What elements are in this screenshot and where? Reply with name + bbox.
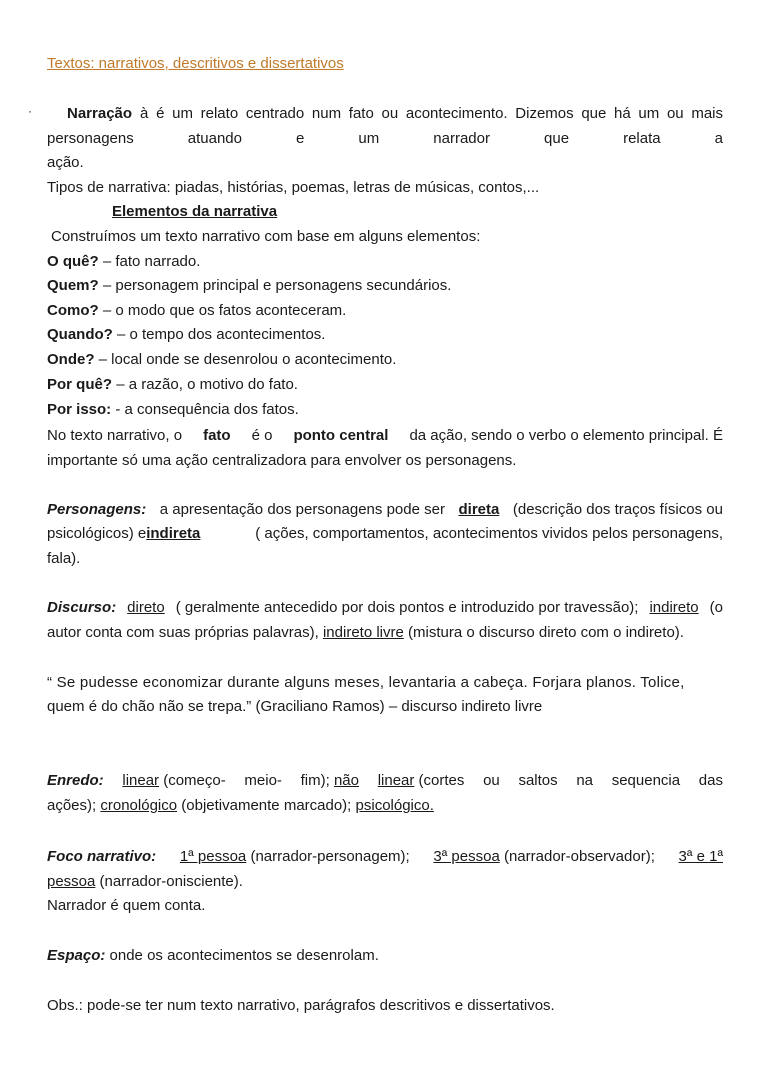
personagens-line-2 [47, 524, 723, 544]
enredo-text: na [576, 772, 594, 789]
discurso-line-1 [47, 598, 723, 618]
psicologico-term: psicológico. [355, 797, 434, 814]
direto-term: direto [127, 599, 165, 616]
cronologico-term: cronológico [100, 797, 178, 814]
narracao-word: personagens [47, 130, 134, 147]
narracao-word: narrador [433, 130, 490, 147]
enredo-text: das [698, 772, 723, 789]
element-row [47, 400, 723, 420]
element-answer: – personagem principal e personagens secundários. [102, 277, 452, 294]
primeira-pessoa-term: 1ª pessoa [179, 848, 247, 865]
elementos-heading [47, 202, 768, 222]
discurso-text: (mistura o discurso direto com o indireto). [408, 624, 684, 641]
construimos-line: Construímos um texto narrativo com base em alguns elementos: [51, 228, 481, 245]
foco-line-1 [47, 847, 723, 867]
terceira-pessoa-term: 3ª pessoa [433, 848, 500, 865]
narracao-intro [67, 104, 132, 124]
element-row [47, 301, 723, 321]
foco-text: 3ª pessoa (narrador-observador); [433, 848, 655, 865]
indireto-livre-term: indireto livre [322, 624, 404, 641]
personagens-text: (descrição dos traços físicos ou [512, 501, 723, 518]
document-title [47, 54, 723, 74]
element-answer: – o tempo dos acontecimentos. [117, 326, 326, 343]
terceira-primeira-term: 3ª e 1ª [678, 848, 723, 865]
discurso-text: (o [709, 599, 723, 616]
fato-line-2: importante só uma ação centralizadora para envolver os personagens. [47, 452, 517, 469]
enredo-line-1 [47, 771, 723, 791]
obs-line: Obs.: pode-se ter num texto narrativo, parágrafos descritivos e dissertativos. [47, 997, 555, 1014]
narracao-rest: à é um relato centrado num fato ou acontecimento. Dizemos que há um ou mais [140, 105, 723, 122]
enredo-text: ações); [47, 797, 97, 814]
enredo-text: linear (cortes [377, 772, 465, 789]
narracao-term: Narração [67, 105, 133, 122]
fato-term: fato [203, 427, 231, 444]
personagens-text: a apresentação dos personagens pode ser [159, 501, 445, 518]
personagens-line-3: fala). [47, 550, 81, 567]
ponto-central-term: ponto central [293, 427, 389, 444]
narracao-word: a [714, 130, 723, 147]
enredo-text: meio- [244, 772, 282, 789]
element-question: Quando? [47, 326, 113, 343]
pessoa-term: pessoa [47, 873, 96, 890]
espaco-label: Espaço: [47, 947, 106, 964]
enredo-text: sequencia [611, 772, 681, 789]
narracao-word: e [296, 130, 305, 147]
enredo-text: (objetivamente marcado); [181, 797, 352, 814]
enredo-text: fim); não [300, 772, 359, 789]
foco-label: Foco narrativo: [47, 848, 157, 865]
title-link[interactable]: Textos: narrativos, descritivos e dissertativos [47, 55, 344, 72]
element-answer: - a consequência dos fatos. [115, 401, 299, 418]
narracao-word: que [544, 130, 570, 147]
fato-text: da ação, sendo o verbo o elemento principal. É [409, 427, 723, 444]
narracao-word: um [358, 130, 380, 147]
foco-line-2 [47, 872, 723, 892]
fato-text: No texto narrativo, o [47, 427, 183, 444]
discurso-text: autor conta com suas próprias palavras), [47, 624, 319, 641]
element-row [47, 276, 723, 296]
foco-line-3: Narrador é quem conta. [47, 897, 206, 914]
linear-term-2: linear [377, 772, 415, 789]
personagens-text: ( ações, comportamentos, acontecimentos vividos pelos personagens, [255, 525, 723, 542]
indireta-term: indireta [146, 525, 201, 542]
narracao-word: relata [623, 130, 661, 147]
element-answer: – local onde se desenrolou o acontecimento. [98, 351, 397, 368]
personagens-line-1 [47, 500, 723, 520]
enredo-line-2 [47, 796, 723, 816]
enredo-label: Enredo: [47, 772, 104, 789]
element-row [47, 325, 723, 345]
element-question: Como? [47, 302, 99, 319]
enredo-text: saltos [518, 772, 558, 789]
narracao-line-2 [47, 129, 723, 149]
elementos-heading-text: Elementos da narrativa [112, 203, 278, 220]
discurso-text: ( geralmente antecedido por dois pontos e introduzido por travessão); [175, 599, 639, 616]
foco-text: 1ª pessoa (narrador-personagem); [179, 848, 410, 865]
element-row [47, 350, 723, 370]
element-question: Onde? [47, 351, 95, 368]
nao-term: não [333, 772, 359, 789]
indireto-term: indireto [649, 599, 699, 616]
espaco-line [47, 946, 723, 966]
discurso-line-2 [47, 623, 723, 643]
linear-term: linear [122, 772, 160, 789]
narracao-line-3: ação. [47, 154, 84, 171]
fato-line-1 [47, 426, 723, 446]
enredo-text: ou [483, 772, 500, 789]
element-row [47, 375, 723, 395]
personagens-label: Personagens: [47, 501, 147, 518]
quote-line-2: quem é do chão não se trepa.” (Graciliano Ramos) – discurso indireto livre [47, 698, 543, 715]
bullet-mark: · [28, 104, 32, 118]
foco-text: (narrador-onisciente). [99, 873, 243, 890]
narracao-word: atuando [187, 130, 242, 147]
element-answer: – o modo que os fatos aconteceram. [102, 302, 347, 319]
element-row [47, 252, 723, 272]
tipos-line: Tipos de narrativa: piadas, histórias, poemas, letras de músicas, contos,... [47, 179, 540, 196]
fato-text: é o [251, 427, 273, 444]
narracao-line-1 [47, 104, 723, 124]
element-answer: – fato narrado. [102, 253, 201, 270]
discurso-label: Discurso: [47, 599, 117, 616]
direta-term: direta [458, 501, 500, 518]
element-question: Por isso: [47, 401, 112, 418]
enredo-text: linear (começo- [122, 772, 226, 789]
personagens-text: psicológicos) eindireta [47, 525, 201, 542]
element-answer: – a razão, o motivo do fato. [116, 376, 298, 393]
espaco-text: onde os acontecimentos se desenrolam. [109, 947, 379, 964]
quote-line-1: “ Se pudesse economizar durante alguns meses, levantaria a cabeça. Forjara planos. Tolice, [47, 674, 685, 691]
element-question: Por quê? [47, 376, 113, 393]
element-question: Quem? [47, 277, 99, 294]
element-question: O quê? [47, 253, 99, 270]
